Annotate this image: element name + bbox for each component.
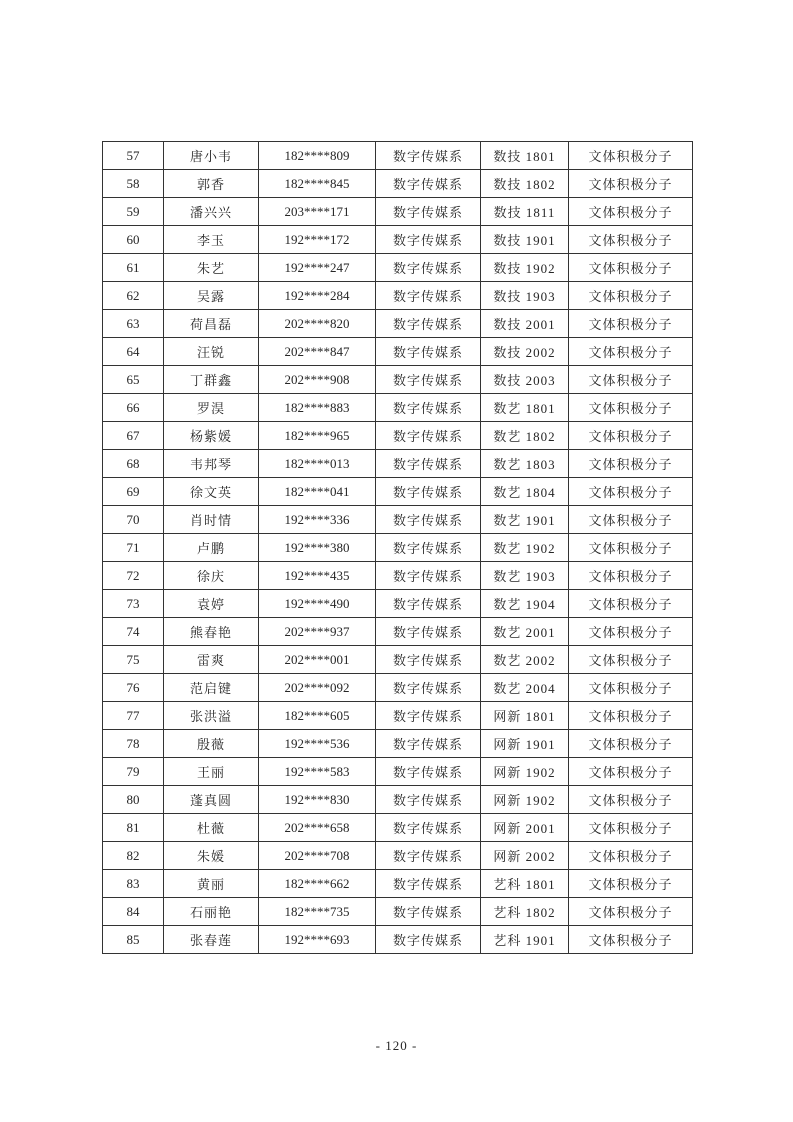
cell-row-number: 62	[103, 282, 164, 310]
cell-row-number: 58	[103, 170, 164, 198]
cell-row-number: 72	[103, 562, 164, 590]
cell-phone-number: 192****490	[259, 590, 376, 618]
table-row	[103, 926, 693, 954]
cell-department: 数字传媒系	[376, 338, 481, 366]
cell-class-name: 网新 1801	[481, 702, 569, 730]
cell-phone-number: 182****809	[259, 142, 376, 170]
cell-student-name: 张洪溢	[164, 702, 259, 730]
table-row	[103, 534, 693, 562]
cell-honor-title: 文体积极分子	[569, 674, 693, 702]
cell-student-name: 石丽艳	[164, 898, 259, 926]
table-row	[103, 870, 693, 898]
cell-student-name: 唐小韦	[164, 142, 259, 170]
cell-class-name: 数技 2001	[481, 310, 569, 338]
table-row	[103, 170, 693, 198]
cell-department: 数字传媒系	[376, 366, 481, 394]
cell-student-name: 张春莲	[164, 926, 259, 954]
cell-phone-number: 202****908	[259, 366, 376, 394]
cell-department: 数字传媒系	[376, 506, 481, 534]
cell-department: 数字传媒系	[376, 198, 481, 226]
cell-department: 数字传媒系	[376, 758, 481, 786]
cell-class-name: 网新 1901	[481, 730, 569, 758]
cell-honor-title: 文体积极分子	[569, 310, 693, 338]
cell-student-name: 荷昌磊	[164, 310, 259, 338]
cell-class-name: 数技 1811	[481, 198, 569, 226]
table-row	[103, 394, 693, 422]
table-row	[103, 814, 693, 842]
cell-phone-number: 202****001	[259, 646, 376, 674]
cell-phone-number: 192****693	[259, 926, 376, 954]
cell-class-name: 网新 2002	[481, 842, 569, 870]
table-row	[103, 338, 693, 366]
cell-row-number: 66	[103, 394, 164, 422]
cell-row-number: 60	[103, 226, 164, 254]
table-row	[103, 730, 693, 758]
cell-row-number: 67	[103, 422, 164, 450]
roster-table-body	[103, 142, 693, 954]
cell-class-name: 数艺 1901	[481, 506, 569, 534]
cell-class-name: 数艺 1803	[481, 450, 569, 478]
cell-honor-title: 文体积极分子	[569, 590, 693, 618]
cell-honor-title: 文体积极分子	[569, 394, 693, 422]
cell-student-name: 吴露	[164, 282, 259, 310]
cell-department: 数字传媒系	[376, 590, 481, 618]
cell-department: 数字传媒系	[376, 422, 481, 450]
cell-honor-title: 文体积极分子	[569, 198, 693, 226]
cell-row-number: 82	[103, 842, 164, 870]
table-row	[103, 478, 693, 506]
cell-honor-title: 文体积极分子	[569, 282, 693, 310]
cell-phone-number: 182****041	[259, 478, 376, 506]
cell-honor-title: 文体积极分子	[569, 506, 693, 534]
cell-row-number: 80	[103, 786, 164, 814]
cell-phone-number: 182****605	[259, 702, 376, 730]
cell-class-name: 数艺 1903	[481, 562, 569, 590]
cell-department: 数字传媒系	[376, 478, 481, 506]
cell-department: 数字传媒系	[376, 926, 481, 954]
cell-honor-title: 文体积极分子	[569, 898, 693, 926]
cell-student-name: 徐文英	[164, 478, 259, 506]
cell-department: 数字传媒系	[376, 702, 481, 730]
cell-department: 数字传媒系	[376, 618, 481, 646]
cell-class-name: 网新 2001	[481, 814, 569, 842]
cell-class-name: 数技 1802	[481, 170, 569, 198]
cell-department: 数字传媒系	[376, 870, 481, 898]
table-row	[103, 142, 693, 170]
cell-student-name: 潘兴兴	[164, 198, 259, 226]
page-number: - 120 -	[375, 1038, 418, 1053]
cell-phone-number: 192****583	[259, 758, 376, 786]
cell-honor-title: 文体积极分子	[569, 730, 693, 758]
cell-department: 数字传媒系	[376, 674, 481, 702]
cell-honor-title: 文体积极分子	[569, 926, 693, 954]
table-row	[103, 590, 693, 618]
cell-student-name: 丁群鑫	[164, 366, 259, 394]
cell-row-number: 74	[103, 618, 164, 646]
cell-class-name: 数艺 1904	[481, 590, 569, 618]
cell-row-number: 61	[103, 254, 164, 282]
cell-phone-number: 182****735	[259, 898, 376, 926]
cell-department: 数字传媒系	[376, 394, 481, 422]
cell-phone-number: 192****247	[259, 254, 376, 282]
cell-class-name: 数艺 2004	[481, 674, 569, 702]
cell-phone-number: 192****536	[259, 730, 376, 758]
cell-class-name: 艺科 1801	[481, 870, 569, 898]
cell-honor-title: 文体积极分子	[569, 702, 693, 730]
cell-honor-title: 文体积极分子	[569, 422, 693, 450]
cell-department: 数字传媒系	[376, 254, 481, 282]
table-row	[103, 702, 693, 730]
cell-row-number: 69	[103, 478, 164, 506]
cell-honor-title: 文体积极分子	[569, 534, 693, 562]
cell-phone-number: 202****847	[259, 338, 376, 366]
cell-phone-number: 192****435	[259, 562, 376, 590]
cell-honor-title: 文体积极分子	[569, 478, 693, 506]
cell-student-name: 蓬真圆	[164, 786, 259, 814]
cell-phone-number: 182****883	[259, 394, 376, 422]
student-roster-table	[102, 141, 693, 954]
cell-student-name: 汪锐	[164, 338, 259, 366]
cell-phone-number: 182****013	[259, 450, 376, 478]
cell-phone-number: 202****820	[259, 310, 376, 338]
cell-phone-number: 192****284	[259, 282, 376, 310]
cell-student-name: 肖时情	[164, 506, 259, 534]
cell-honor-title: 文体积极分子	[569, 366, 693, 394]
cell-class-name: 数技 2003	[481, 366, 569, 394]
cell-student-name: 王丽	[164, 758, 259, 786]
table-row	[103, 422, 693, 450]
cell-row-number: 71	[103, 534, 164, 562]
cell-honor-title: 文体积极分子	[569, 142, 693, 170]
table-row	[103, 254, 693, 282]
cell-phone-number: 192****380	[259, 534, 376, 562]
cell-phone-number: 192****172	[259, 226, 376, 254]
cell-class-name: 艺科 1901	[481, 926, 569, 954]
cell-department: 数字传媒系	[376, 842, 481, 870]
table-row	[103, 282, 693, 310]
cell-row-number: 68	[103, 450, 164, 478]
cell-row-number: 78	[103, 730, 164, 758]
cell-row-number: 79	[103, 758, 164, 786]
cell-honor-title: 文体积极分子	[569, 338, 693, 366]
cell-honor-title: 文体积极分子	[569, 814, 693, 842]
table-row	[103, 310, 693, 338]
cell-honor-title: 文体积极分子	[569, 562, 693, 590]
cell-student-name: 韦邦琴	[164, 450, 259, 478]
cell-student-name: 熊春艳	[164, 618, 259, 646]
cell-department: 数字传媒系	[376, 170, 481, 198]
cell-student-name: 黄丽	[164, 870, 259, 898]
cell-student-name: 雷爽	[164, 646, 259, 674]
cell-student-name: 袁婷	[164, 590, 259, 618]
table-row	[103, 646, 693, 674]
cell-class-name: 网新 1902	[481, 786, 569, 814]
cell-class-name: 数技 1903	[481, 282, 569, 310]
cell-row-number: 77	[103, 702, 164, 730]
cell-phone-number: 202****937	[259, 618, 376, 646]
cell-class-name: 数技 1901	[481, 226, 569, 254]
cell-phone-number: 182****662	[259, 870, 376, 898]
cell-honor-title: 文体积极分子	[569, 646, 693, 674]
cell-honor-title: 文体积极分子	[569, 786, 693, 814]
cell-row-number: 73	[103, 590, 164, 618]
cell-student-name: 李玉	[164, 226, 259, 254]
cell-department: 数字传媒系	[376, 814, 481, 842]
table-row	[103, 506, 693, 534]
cell-class-name: 数艺 2001	[481, 618, 569, 646]
cell-student-name: 郭香	[164, 170, 259, 198]
cell-phone-number: 203****171	[259, 198, 376, 226]
cell-row-number: 63	[103, 310, 164, 338]
cell-department: 数字传媒系	[376, 646, 481, 674]
cell-phone-number: 202****092	[259, 674, 376, 702]
table-row	[103, 618, 693, 646]
cell-department: 数字传媒系	[376, 310, 481, 338]
cell-phone-number: 192****336	[259, 506, 376, 534]
cell-honor-title: 文体积极分子	[569, 870, 693, 898]
table-row	[103, 786, 693, 814]
cell-class-name: 数艺 1804	[481, 478, 569, 506]
table-row	[103, 758, 693, 786]
cell-honor-title: 文体积极分子	[569, 450, 693, 478]
cell-row-number: 64	[103, 338, 164, 366]
cell-row-number: 76	[103, 674, 164, 702]
cell-class-name: 数技 1801	[481, 142, 569, 170]
cell-department: 数字传媒系	[376, 562, 481, 590]
cell-student-name: 朱艺	[164, 254, 259, 282]
table-row	[103, 450, 693, 478]
cell-department: 数字传媒系	[376, 534, 481, 562]
cell-row-number: 85	[103, 926, 164, 954]
cell-class-name: 数艺 1802	[481, 422, 569, 450]
cell-phone-number: 182****965	[259, 422, 376, 450]
cell-class-name: 数艺 1801	[481, 394, 569, 422]
cell-student-name: 范启键	[164, 674, 259, 702]
cell-honor-title: 文体积极分子	[569, 842, 693, 870]
cell-honor-title: 文体积极分子	[569, 618, 693, 646]
cell-class-name: 数艺 2002	[481, 646, 569, 674]
cell-honor-title: 文体积极分子	[569, 170, 693, 198]
cell-class-name: 数技 1902	[481, 254, 569, 282]
cell-department: 数字传媒系	[376, 786, 481, 814]
cell-honor-title: 文体积极分子	[569, 758, 693, 786]
cell-row-number: 83	[103, 870, 164, 898]
cell-class-name: 网新 1902	[481, 758, 569, 786]
table-row	[103, 226, 693, 254]
table-row	[103, 366, 693, 394]
cell-phone-number: 202****708	[259, 842, 376, 870]
cell-row-number: 65	[103, 366, 164, 394]
cell-department: 数字传媒系	[376, 898, 481, 926]
table-row	[103, 898, 693, 926]
cell-student-name: 罗淏	[164, 394, 259, 422]
cell-student-name: 朱媛	[164, 842, 259, 870]
cell-student-name: 徐庆	[164, 562, 259, 590]
cell-class-name: 数艺 1902	[481, 534, 569, 562]
cell-phone-number: 202****658	[259, 814, 376, 842]
cell-student-name: 杜薇	[164, 814, 259, 842]
cell-student-name: 杨紫媛	[164, 422, 259, 450]
cell-honor-title: 文体积极分子	[569, 254, 693, 282]
cell-department: 数字传媒系	[376, 282, 481, 310]
table-row	[103, 562, 693, 590]
cell-row-number: 75	[103, 646, 164, 674]
table-row	[103, 842, 693, 870]
cell-row-number: 81	[103, 814, 164, 842]
cell-student-name: 卢鹏	[164, 534, 259, 562]
cell-row-number: 70	[103, 506, 164, 534]
cell-department: 数字传媒系	[376, 142, 481, 170]
cell-row-number: 59	[103, 198, 164, 226]
cell-class-name: 数技 2002	[481, 338, 569, 366]
cell-class-name: 艺科 1802	[481, 898, 569, 926]
table-row	[103, 674, 693, 702]
cell-phone-number: 192****830	[259, 786, 376, 814]
table-row	[103, 198, 693, 226]
cell-department: 数字传媒系	[376, 450, 481, 478]
cell-row-number: 84	[103, 898, 164, 926]
cell-department: 数字传媒系	[376, 226, 481, 254]
cell-phone-number: 182****845	[259, 170, 376, 198]
cell-honor-title: 文体积极分子	[569, 226, 693, 254]
cell-student-name: 殷薇	[164, 730, 259, 758]
cell-department: 数字传媒系	[376, 730, 481, 758]
cell-row-number: 57	[103, 142, 164, 170]
